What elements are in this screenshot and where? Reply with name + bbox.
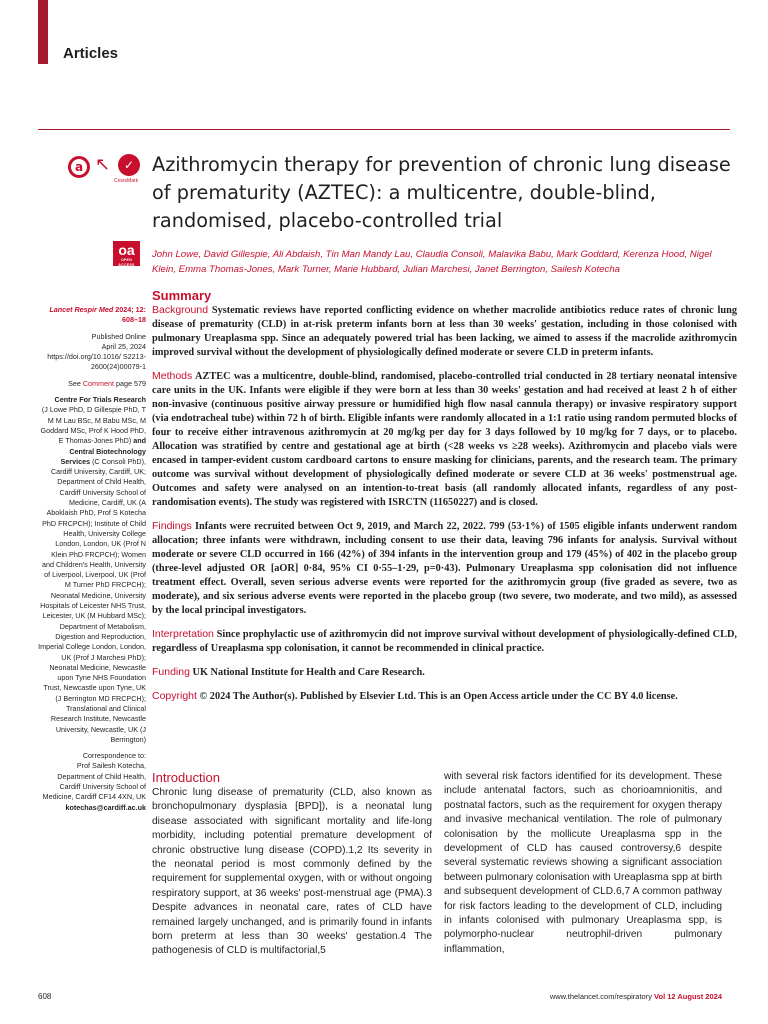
summary-methods: Methods AZTEC was a multicentre, double-blind, randomised, placebo-controlled trial conducted in 28 tertiary neonatal intensive care units in the UK. Infants were eligible if they were born at less than 30 weeks' gestation and had received at least 2 h of either non-invasive (continuous positive airway pressure or humidified high flow nasal cannula therapy) or invasive respiratory support (via endotracheal tube) within 72 h of birth. Eligible infants were randomly allocated in a 1:1 ratio using random permuted blocks of four to receive either intravenous azithromycin at 20 mg/kg per day for 3 days followed by 10 mg/kg for 7 days, or to placebo. Allocation was stratified by centre and gestational age at birth (<28 weeks vs ≥28 weeks). Azithromycin and placebo vials were encased in tamper-evident custom cardboard cartons to ensure masking for clinicians, parents, and the research team. The primary outcome was survival without development of physiologically defined moderate or severe CLD at 36 weeks' postmenstrual age. Outcomes and safety were analysed on an intention-to-treat basis (all randomly allocated infants, regardless of any post-randomisation events). The study was registered with ISRCTN (11650227) and is closed. — [152, 370, 737, 508]
summary-heading: Summary — [152, 288, 212, 303]
doi-link[interactable]: https://doi.org/10.1016/ S2213-2600(24)00079-1 — [47, 352, 146, 372]
introduction-heading: Introduction — [152, 770, 220, 785]
author-list[interactable]: John Lowe, David Gillespie, Ali Abdaish, Tin Man Mandy Lau, Claudia Consoli, Malavika Babu, Mark Goddard, Kerenza Hood, Nigel Klein, Emma Thomas-Jones, Mark Turner, Marie Hubbard, Julian Marchesi, Janet Berrington, Sailesh Kotecha — [152, 249, 712, 275]
see-comment: See Comment page 579 — [68, 378, 146, 388]
summary-funding: Funding UK National Institute for Health and Care Research. — [152, 666, 425, 678]
correspondence-name: Prof Sailesh Kotecha, — [76, 761, 146, 771]
published-date: April 25, 2024 — [101, 341, 146, 351]
open-access-lock-icon[interactable]: a — [68, 156, 90, 178]
correspondence-email[interactable]: kotechas@cardiff.ac.uk — [65, 802, 146, 812]
open-access-badge — [113, 241, 140, 266]
article-tools — [68, 152, 146, 192]
open-access-badge-subtext: OPEN ACCESS — [118, 258, 135, 267]
summary-findings: Findings Infants were recruited between Oct 9, 2019, and March 22, 2022. 799 (53·1%) of 1505 eligible infants underwent random allocation; three infants were withdrawn, including consent to use their data, leaving 796 infants for analysis. Survival without moderate or severe CLD occurred in 166 (42%) of 394 infants in the intervention group and 179 (45%) of 402 in the placebo group (three-level adjusted OR [aOR] 0·84, 95% CI 0·55–1·29, p=0·43). Pulmonary Ureaplasma spp colonisation did not influence treatment effect. Overall, seven serious adverse events were reported for the azithromycin group (five graded as severe, two as moderate), and six serious adverse events were reported in the placebo group (two severe, two moderate, and two mild), as assessed by the local principal investigators. — [152, 520, 737, 616]
affiliation: Centre For Trials Research (J Lowe PhD, D Gillespie PhD, T M M Lau BSc, M Babu MSc, M Goddard MSc, Prof K Hood PhD, E Thomas-Jones PhD) and Central Biotechnology Services (C Consoli PhD), Cardiff University, Cardiff, UK; Department of Child Health, Cardiff University School of Medicine, Cardiff, UK (A Aboklaish PhD, Prof S Kotecha PhD FRCPCH); Institute of Child Health, University College London, London, UK (Prof N Klein PhD FRCPCH); Women and Children's Health, University of Liverpool, Liverpool, UK (Prof M Turner PhD FRCPCH); Neonatal Medicine, University Hospitals of Leicester NHS Trust, Leicester, UK (M Hubbard MSc); Department of Metabolism, Digestion and Reproduction, Imperial College London, London, UK (Prof J Marchesi PhD); Neonatal Medicine, Newcastle upon Tyne NHS Foundation Trust, Newcastle upon Tyne, UK (J Berrington MD FRCPCH); Translational and Clinical Research Institute, Newcastle University, Newcastle, UK (J Berrington) — [38, 395, 146, 744]
header-accent-bar — [38, 0, 48, 64]
summary-copyright: Copyright © 2024 The Author(s). Published by Elsevier Ltd. This is an Open Access article under the CC BY 4.0 license. — [152, 690, 678, 702]
published-online-label: Published Online — [91, 331, 146, 341]
correspondence-label: Correspondence to: — [82, 751, 146, 761]
introduction-column-2: with several risk factors identified for its development. These include antenatal factors, such as chorioamnionitis, and postnatal factors, such as the requirement for oxygen therapy and invasive mechanical ventilation. The role of pulmonary colonisation by the mollicute Ureaplasma spp in the development of CLD has caused controversy,6 despite several systematic reviews showing a significant association between pulmonary colonisation with Ureaplasma spp at birth and subsequent development of CLD.6,7 A common pathway for risk factors leading to the development of CLD, including in infants colonised with pulmonary Ureaplasma spp, is polymorpho-nuclear neutrophil-driven pulmonary inflammation, — [444, 771, 722, 955]
section-label: Articles — [63, 45, 119, 62]
summary-interpretation: Interpretation Since prophylactic use of azithromycin did not improve survival without development of physiologically-defined CLD, regardless of Ureaplasma spp colonisation, it cannot be recommended in clinical practice. — [152, 628, 737, 654]
open-access-badge-text: oa — [118, 242, 135, 258]
crossmark-label: CrossMark — [114, 178, 139, 184]
introduction-column-1: Chronic lung disease of prematurity (CLD, also known as bronchopulmonary dysplasia [BPD]), is a neonatal lung disease associated with significant mortality and life-long morbidity, including potential premature development of chronic obstructive lung disease (COPD).1,2 Its severity in the neonatal period is most commonly defined by the requirement for supplemental oxygen, with or without ongoing respiratory support, at 36 weeks' post-menstrual age (PMA).3 Despite advances in neonatal care, rates of CLD have remained largely unchanged, and is primarily found in infants born preterm at less than 30 weeks' gestation.4 The pathogenesis of CLD is multifactorial,5 — [152, 787, 432, 957]
comment-link[interactable]: Comment — [82, 378, 115, 388]
summary-section — [152, 288, 737, 704]
page-number: 608 — [38, 992, 52, 1001]
correspondence-address: Department of Child Health, Cardiff University School of Medicine, Cardiff CF14 4XN, UK — [42, 771, 146, 802]
header-rule — [38, 129, 730, 130]
article-title: Azithromycin therapy for prevention of chronic lung disease of prematurity (AZTEC): a multicentre, double-blind, randomised, placebo-controlled trial — [152, 153, 731, 232]
article-sidebar — [38, 305, 146, 813]
citation-journal: Lancet Respir Med — [49, 305, 114, 314]
citation[interactable] — [38, 305, 146, 326]
footer-info — [550, 992, 722, 1001]
footer-volume: Vol 12 August 2024 — [654, 992, 722, 1001]
footer-site[interactable]: www.thelancet.com/respiratory — [549, 992, 652, 1001]
summary-background: Background Systematic reviews have reported conflicting evidence on whether macrolide antibiotics reduce rates of chronic lung disease of prematurity (CLD) in at-risk preterm infants born at less than 30 weeks' gestation, including in those colonised with pulmonary Ureaplasma spp. Since an adequately powered trial has been lacking, we aimed to assess if the macrolide azithromycin improved survival without the development of physiologically defined moderate or severe CLD in preterm infants. — [152, 304, 737, 358]
crossmark-icon[interactable]: ✓ — [118, 154, 140, 176]
citation-ref: 2024; 12: 608–18 — [115, 305, 146, 325]
cursor-click-icon[interactable]: ↖ — [95, 154, 111, 175]
